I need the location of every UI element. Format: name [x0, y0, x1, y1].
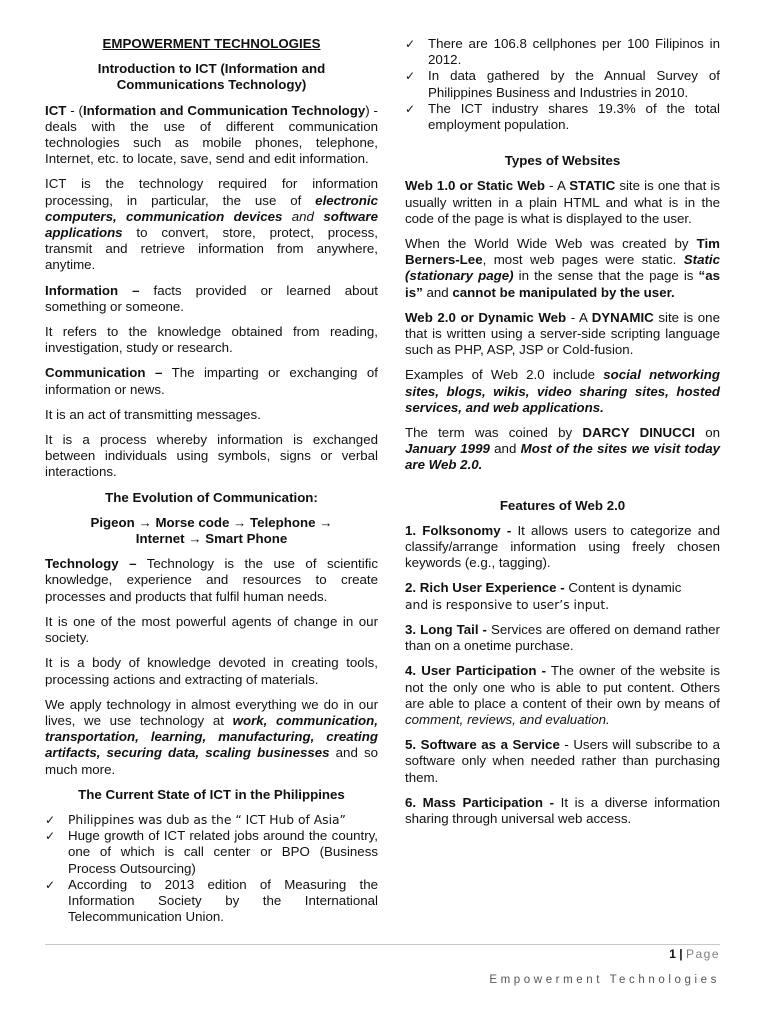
list-item: ✓ There are 106.8 cellphones per 100 Filipinos in 2012.: [405, 36, 720, 68]
feature-mass-participation: 6. Mass Participation - It is a diverse information sharing through universal web access.: [405, 794, 720, 826]
feature-rich-user-experience: 2. Rich User Experience - Content is dynamic and is responsive to user’s input.: [405, 580, 682, 612]
technology-definition: Technology – Technology is the use of scientific knowledge, experience and resources to create processes and products that fulfil human needs.: [45, 556, 378, 604]
list-item: ✓ Huge growth of ICT related jobs around the country, one of which is call center or BPO (Business Process Outsourcing): [45, 828, 378, 877]
feature-long-tail: 3. Long Tail - Services are offered on demand rather than on a onetime purchase.: [405, 621, 720, 654]
web2-coined: The term was coined by DARCY DINUCCI on January 1999 and Most of the sites we visit today are Web 2.0.: [405, 425, 720, 473]
philippines-heading: The Current State of ICT in the Philippines: [78, 786, 345, 802]
communication-process: It is a process whereby information is exchanged between individuals using symbols, signs or verbal interactions.: [45, 432, 378, 480]
web2-definition: Web 2.0 or Dynamic Web - A DYNAMIC site is one that is written using a server-side scripting language such as PHP, ASP, JSP or Cold-fusion.: [405, 309, 720, 358]
philippines-list: [45, 812, 378, 925]
evolution-chain: Pigeon → Morse code → Telephone → Internet → Smart Phone: [90, 514, 333, 547]
www-history: When the World Wide Web was created by Tim Berners-Lee, most web pages were static. Static (stationary page) in the sense that the page is “as is” and cannot be manipulated by the user.: [405, 236, 720, 300]
list-item: ✓ According to 2013 edition of Measuring the Information Society by the International Telecommunication Union.: [45, 877, 378, 926]
technology-apply: We apply technology in almost everything we do in our lives, we use technology at work, communication, transportation, learning, manufacturing, creating artifacts, securing data, scaling businesses and so much more.: [45, 696, 378, 777]
information-refers: It refers to the knowledge obtained from reading, investigation, study or research.: [45, 324, 378, 356]
types-of-websites-heading: Types of Websites: [504, 153, 621, 169]
features-heading: Features of Web 2.0: [499, 497, 626, 513]
list-item: ✓ In data gathered by the Annual Survey of Philippines Business and Industries in 2010.: [405, 68, 720, 100]
footer-divider: [45, 944, 720, 945]
technology-body: It is a body of knowledge devoted in creating tools, processing actions and extracting of materials.: [45, 655, 378, 687]
feature-user-participation: 4. User Participation - The owner of the website is not the only one who is able to put content. Others are able to place a content of their own by means of comment, reviews, and evaluation.: [405, 663, 720, 727]
feature-software-as-a-service: 5. Software as a Service - Users will subscribe to a software only when needed rather than purchasing them.: [405, 737, 720, 785]
page-number: 1 | Page: [669, 947, 720, 961]
technology-agents: It is one of the most powerful agents of change in our society.: [45, 613, 378, 646]
intro-heading: Introduction to ICT (Information and Communications Technology): [97, 61, 326, 93]
right-column: [405, 36, 720, 836]
left-column: [45, 36, 378, 925]
list-item: ✓ The ICT industry shares 19.3% of the total employment population.: [405, 101, 720, 133]
information-definition: Information – facts provided or learned about something or someone.: [45, 282, 379, 314]
web1-definition: Web 1.0 or Static Web - A STATIC site is one that is usually written in a plain HTML and what is in the code of the page is what is displayed to the user.: [405, 178, 720, 226]
statistics-list: [405, 36, 720, 133]
communication-definition: Communication – The imparting or exchanging of information or news.: [45, 365, 378, 397]
evolution-heading: The Evolution of Communication:: [105, 489, 318, 505]
ict-definition: ICT - (Information and Communication Technology) - deals with the use of different communication technologies such as mobile phones, telephone, Internet, etc. to locate, save, send and edit information.: [45, 102, 378, 167]
feature-folksonomy: 1. Folksonomy - It allows users to categorize and classify/arrange information using freely chosen keywords (e.g., tagging).: [405, 522, 720, 571]
list-item: ✓ Philippines was dub as the “ ICT Hub of Asia”: [45, 812, 378, 828]
footer-document-title: Empowerment Technologies: [489, 974, 720, 986]
communication-act: It is an act of transmitting messages.: [45, 406, 261, 422]
document-title: EMPOWERMENT TECHNOLOGIES: [102, 36, 321, 51]
ict-required: ICT is the technology required for information processing, in particular, the use of electronic computers, communication devices and software applications to convert, store, protect, process, transmit and retrieve information from anywhere, anytime.: [45, 176, 378, 273]
web2-examples: Examples of Web 2.0 include social networking sites, blogs, wikis, video sharing sites, hosted services, and web applications.: [405, 367, 720, 415]
